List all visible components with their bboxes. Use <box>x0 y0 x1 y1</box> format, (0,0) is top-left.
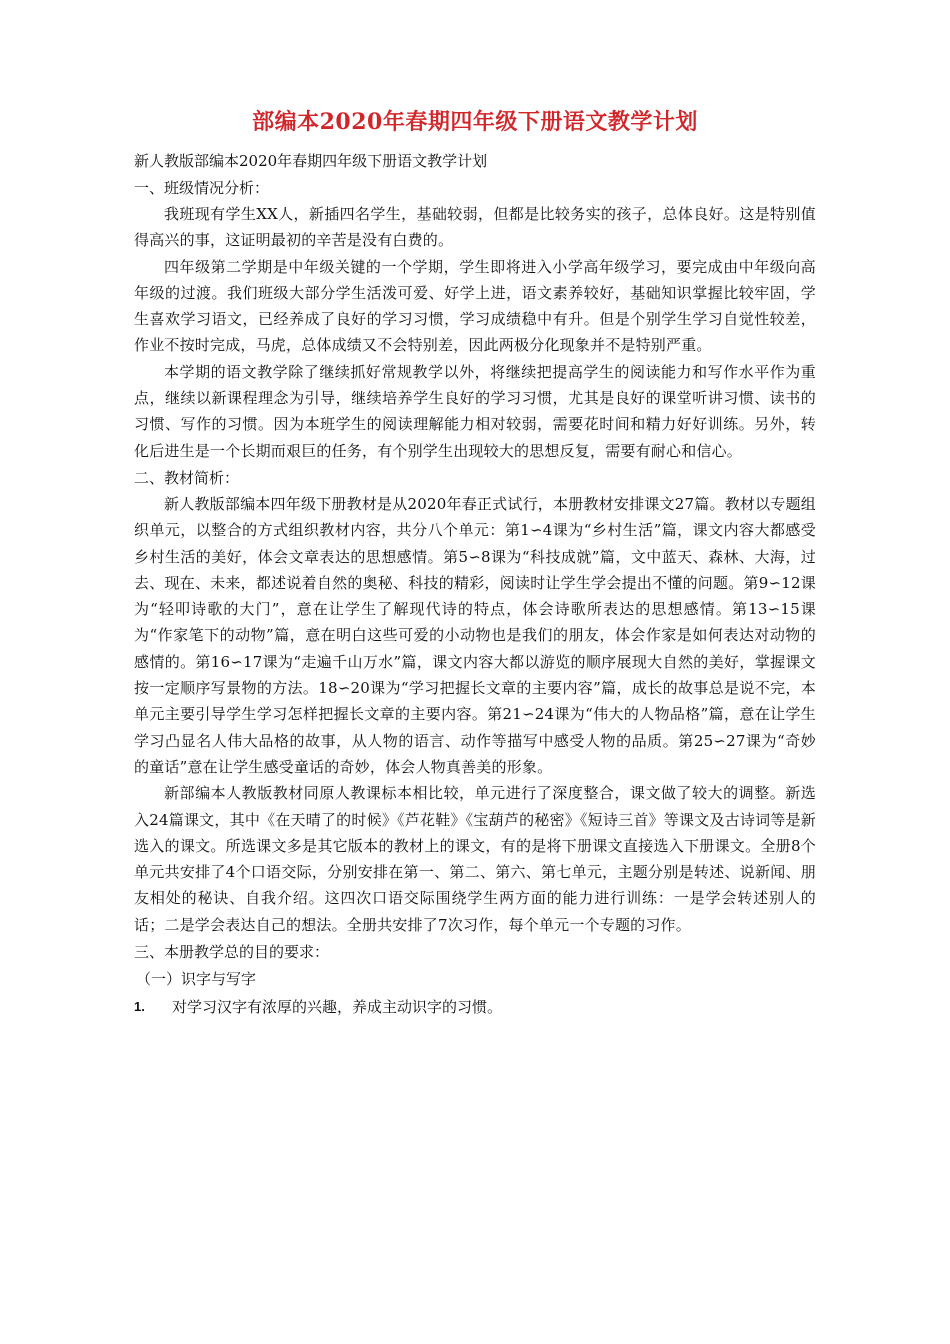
paragraph: 四年级第二学期是中年级关键的一个学期，学生即将进入小学高年级学习，要完成由中年级向高年级的过渡。我们班级大部分学生活泼可爱、好学上进，语文素养较好，基础知识掌握比较牢固，学生喜欢学习语文，已经养成了良好的学习习惯，学习成绩稳中有升。但是个别学生学习自觉性较差，作业不按时完成，马虎，总体成绩又不会特别差，因此两极分化现象并不是特别严重。 <box>134 257 816 355</box>
list-item <box>134 994 816 1020</box>
list-item-number: 1. <box>134 999 145 1015</box>
section-heading-teaching-goals: 三、本册教学总的目的要求： <box>134 943 330 962</box>
paragraph: 我班现有学生XX人，新插四名学生，基础较弱，但都是比较务实的孩子，总体良好。这是特别值得高兴的事，这证明最初的辛苦是没有白费的。 <box>134 205 816 250</box>
document-subtitle: 新人教版部编本2020年春期四年级下册语文教学计划 <box>134 152 488 170</box>
paragraph: 新部编本人教版教材同原人教课标本相比较，单元进行了深度整合，课文做了较大的调整。新选入24篇课文，其中《在天晴了的时候》《芦花鞋》《宝葫芦的秘密》《短诗三首》等课文及古诗词等是新选入的课文。所选课文多是其它版本的教材上的课文，有的是将下册课文直接选入下册课文。全册8个单元共安排了4个口语交际，分别安排在第一、第二、第六、第七单元，主题分别是转述、说新闻、朋友相处的秘诀、自我介绍。这四次口语交际围绕学生两方面的能力进行训练：一是学会转述别人的话；二是学会表达自己的想法。全册共安排了7次习作，每个单元一个专题的习作。 <box>134 784 816 934</box>
list-item-text: 对学习汉字有浓厚的兴趣，养成主动识字的习惯。 <box>172 998 503 1017</box>
document-title: 部编本2020年春期四年级下册语文教学计划 <box>252 109 698 135</box>
paragraph: 本学期的语文教学除了继续抓好常规教学以外，将继续把提高学生的阅读能力和写作水平作为重点，继续以新课程理念为引导，继续培养学生良好的学习习惯，尤其是良好的课堂听讲习惯、读书的习惯、写作的习惯。因为本班学生的阅读理解能力相对较弱，需要花时间和精力好好训练。另外，转化后进生是一个长期而艰巨的任务，有个别学生出现较大的思想反复，需要有耐心和信心。 <box>134 362 816 460</box>
section-heading-class-analysis: 一、班级情况分析： <box>134 179 270 197</box>
paragraph: 新人教版部编本四年级下册教材是从2020年春正式试行，本册教材安排课文27篇。教材以专题组织单元，以整合的方式组织教材内容，共分八个单元：第1∽4课为“乡村生活”篇，课文内容大都感受乡村生活的美好，体会文章表达的思想感情。第5∽8课为“科技成就”篇，文中蓝天、森林、大海，过去、现在、未来，都述说着自然的奥秘、科技的精彩，阅读时让学生学会提出不懂的问题。第9∽12课为“轻叩诗歌的大门”，意在让学生了解现代诗的特点，体会诗歌所表达的思想感情。第13∽15课为“作家笔下的动物”篇，意在明白这些可爱的小动物也是我们的朋友，体会作家是如何表达对动物的感情的。第16∽17课为“走遍千山万水”篇，课文内容大都以游览的顺序展现大自然的美好，掌握课文按一定顺序写景物的方法。18∽20课为“学习把握长文章的主要内容”篇，成长的故事总是说不完，本单元主要引导学生学习怎样把握长文章的主要内容。第21∽24课为“伟大的人物品格”篇，意在让学生学习凸显名人伟大品格的故事，从人物的语言、动作等描写中感受人物的品质。第25∽27课为“奇妙的童话”意在让学生感受童话的奇妙，体会人物真善美的形象。 <box>134 494 816 776</box>
section-heading-textbook-analysis: 二、教材简析： <box>134 468 240 487</box>
subsection-heading-literacy: （一）识字与写字 <box>136 970 257 989</box>
